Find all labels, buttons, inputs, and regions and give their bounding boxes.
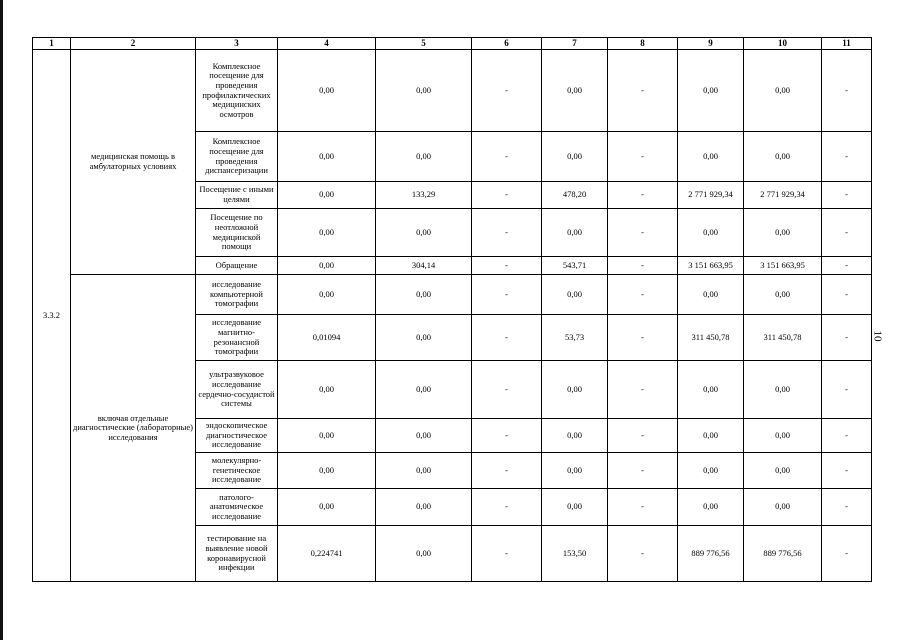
row-name: Посещение с иными целями bbox=[196, 182, 278, 209]
cell-c6: - bbox=[472, 361, 542, 419]
cell-c9: 889 776,56 bbox=[678, 526, 744, 582]
cell-c6: - bbox=[472, 50, 542, 132]
column-header: 8 bbox=[608, 38, 678, 50]
cell-c8: - bbox=[608, 50, 678, 132]
cell-c10: 889 776,56 bbox=[744, 526, 822, 582]
data-table bbox=[32, 37, 872, 582]
cell-c10: 0,00 bbox=[744, 50, 822, 132]
column-header: 1 bbox=[33, 38, 71, 50]
cell-c8: - bbox=[608, 419, 678, 453]
row-name: Обращение bbox=[196, 257, 278, 275]
column-header: 6 bbox=[472, 38, 542, 50]
cell-c4: 0,00 bbox=[278, 453, 376, 489]
row-name: эндоскопическое диагностическое исследование bbox=[196, 419, 278, 453]
cell-c5: 0,00 bbox=[376, 315, 472, 361]
row-name: Комплексное посещение для проведения диспансеризации bbox=[196, 132, 278, 182]
cell-c10: 0,00 bbox=[744, 132, 822, 182]
cell-c11: - bbox=[822, 132, 872, 182]
cell-c5: 0,00 bbox=[376, 489, 472, 526]
cell-c9: 2 771 929,34 bbox=[678, 182, 744, 209]
row-name: Посещение по неотложной медицинской помощи bbox=[196, 209, 278, 257]
cell-c11: - bbox=[822, 182, 872, 209]
cell-c7: 0,00 bbox=[542, 361, 608, 419]
row-name: Комплексное посещение для проведения профилактических медицинских осмотров bbox=[196, 50, 278, 132]
cell-c8: - bbox=[608, 526, 678, 582]
cell-c10: 2 771 929,34 bbox=[744, 182, 822, 209]
cell-c5: 304,14 bbox=[376, 257, 472, 275]
cell-c4: 0,00 bbox=[278, 419, 376, 453]
cell-c9: 0,00 bbox=[678, 453, 744, 489]
section-label: медицинская помощь в амбулаторных условиях bbox=[71, 50, 196, 275]
cell-c6: - bbox=[472, 275, 542, 315]
cell-c11: - bbox=[822, 419, 872, 453]
cell-c5: 133,29 bbox=[376, 182, 472, 209]
row-name: тестирование на выявление новой коронавирусной инфекции bbox=[196, 526, 278, 582]
column-header: 3 bbox=[196, 38, 278, 50]
cell-c6: - bbox=[472, 182, 542, 209]
cell-c9: 0,00 bbox=[678, 275, 744, 315]
cell-c10: 311 450,78 bbox=[744, 315, 822, 361]
cell-c6: - bbox=[472, 526, 542, 582]
cell-c9: 0,00 bbox=[678, 209, 744, 257]
cell-c11: - bbox=[822, 257, 872, 275]
header-row bbox=[33, 38, 872, 50]
cell-c4: 0,00 bbox=[278, 182, 376, 209]
table-row bbox=[33, 275, 872, 315]
cell-c8: - bbox=[608, 209, 678, 257]
cell-c7: 0,00 bbox=[542, 209, 608, 257]
cell-c7: 0,00 bbox=[542, 275, 608, 315]
cell-c9: 3 151 663,95 bbox=[678, 257, 744, 275]
cell-c9: 0,00 bbox=[678, 489, 744, 526]
cell-c11: - bbox=[822, 489, 872, 526]
subsection-label: включая отдельные диагностические (лабораторные) исследования bbox=[71, 275, 196, 582]
cell-c11: - bbox=[822, 315, 872, 361]
cell-c6: - bbox=[472, 315, 542, 361]
cell-c10: 0,00 bbox=[744, 209, 822, 257]
cell-c11: - bbox=[822, 453, 872, 489]
cell-c6: - bbox=[472, 257, 542, 275]
cell-c8: - bbox=[608, 489, 678, 526]
cell-c4: 0,00 bbox=[278, 275, 376, 315]
cell-c8: - bbox=[608, 361, 678, 419]
cell-c8: - bbox=[608, 182, 678, 209]
cell-c5: 0,00 bbox=[376, 50, 472, 132]
cell-c11: - bbox=[822, 209, 872, 257]
cell-c7: 0,00 bbox=[542, 489, 608, 526]
cell-c10: 0,00 bbox=[744, 419, 822, 453]
cell-c10: 0,00 bbox=[744, 275, 822, 315]
cell-c7: 0,00 bbox=[542, 419, 608, 453]
cell-c11: - bbox=[822, 361, 872, 419]
cell-c8: - bbox=[608, 275, 678, 315]
cell-c7: 0,00 bbox=[542, 453, 608, 489]
cell-c11: - bbox=[822, 526, 872, 582]
cell-c4: 0,224741 bbox=[278, 526, 376, 582]
cell-c4: 0,01094 bbox=[278, 315, 376, 361]
cell-c5: 0,00 bbox=[376, 419, 472, 453]
cell-c10: 0,00 bbox=[744, 453, 822, 489]
cell-c10: 0,00 bbox=[744, 361, 822, 419]
column-header: 11 bbox=[822, 38, 872, 50]
cell-c10: 0,00 bbox=[744, 489, 822, 526]
cell-c8: - bbox=[608, 315, 678, 361]
column-header: 9 bbox=[678, 38, 744, 50]
column-header: 5 bbox=[376, 38, 472, 50]
cell-c4: 0,00 bbox=[278, 489, 376, 526]
row-name: исследование магнитно-резонансной томографии bbox=[196, 315, 278, 361]
cell-c6: - bbox=[472, 489, 542, 526]
cell-c6: - bbox=[472, 419, 542, 453]
cell-c6: - bbox=[472, 209, 542, 257]
cell-c5: 0,00 bbox=[376, 453, 472, 489]
cell-c7: 478,20 bbox=[542, 182, 608, 209]
cell-c4: 0,00 bbox=[278, 361, 376, 419]
cell-c4: 0,00 bbox=[278, 132, 376, 182]
page-edge-line bbox=[0, 0, 3, 640]
cell-c4: 0,00 bbox=[278, 50, 376, 132]
cell-c4: 0,00 bbox=[278, 257, 376, 275]
cell-c5: 0,00 bbox=[376, 526, 472, 582]
row-name: ультразвуковое исследование сердечно-сосудистой системы bbox=[196, 361, 278, 419]
row-name: патолого-анатомическое исследование bbox=[196, 489, 278, 526]
cell-c5: 0,00 bbox=[376, 361, 472, 419]
cell-c7: 0,00 bbox=[542, 132, 608, 182]
cell-c4: 0,00 bbox=[278, 209, 376, 257]
cell-c8: - bbox=[608, 132, 678, 182]
cell-c5: 0,00 bbox=[376, 132, 472, 182]
cell-c7: 543,71 bbox=[542, 257, 608, 275]
cell-c5: 0,00 bbox=[376, 209, 472, 257]
table-row bbox=[33, 50, 872, 132]
cell-c9: 0,00 bbox=[678, 361, 744, 419]
cell-c8: - bbox=[608, 453, 678, 489]
cell-c8: - bbox=[608, 257, 678, 275]
row-name: молекулярно-генетическое исследование bbox=[196, 453, 278, 489]
column-header: 4 bbox=[278, 38, 376, 50]
cell-c5: 0,00 bbox=[376, 275, 472, 315]
column-header: 2 bbox=[71, 38, 196, 50]
cell-c6: - bbox=[472, 453, 542, 489]
page-number: 10 bbox=[871, 330, 884, 342]
section-number: 3.3.2 bbox=[33, 50, 71, 582]
cell-c7: 53,73 bbox=[542, 315, 608, 361]
column-header: 10 bbox=[744, 38, 822, 50]
cell-c7: 0,00 bbox=[542, 50, 608, 132]
cell-c9: 311 450,78 bbox=[678, 315, 744, 361]
cell-c11: - bbox=[822, 275, 872, 315]
cell-c9: 0,00 bbox=[678, 50, 744, 132]
cell-c9: 0,00 bbox=[678, 419, 744, 453]
cell-c9: 0,00 bbox=[678, 132, 744, 182]
cell-c10: 3 151 663,95 bbox=[744, 257, 822, 275]
cell-c6: - bbox=[472, 132, 542, 182]
column-header: 7 bbox=[542, 38, 608, 50]
row-name: исследование компьютерной томографии bbox=[196, 275, 278, 315]
cell-c7: 153,50 bbox=[542, 526, 608, 582]
cell-c11: - bbox=[822, 50, 872, 132]
